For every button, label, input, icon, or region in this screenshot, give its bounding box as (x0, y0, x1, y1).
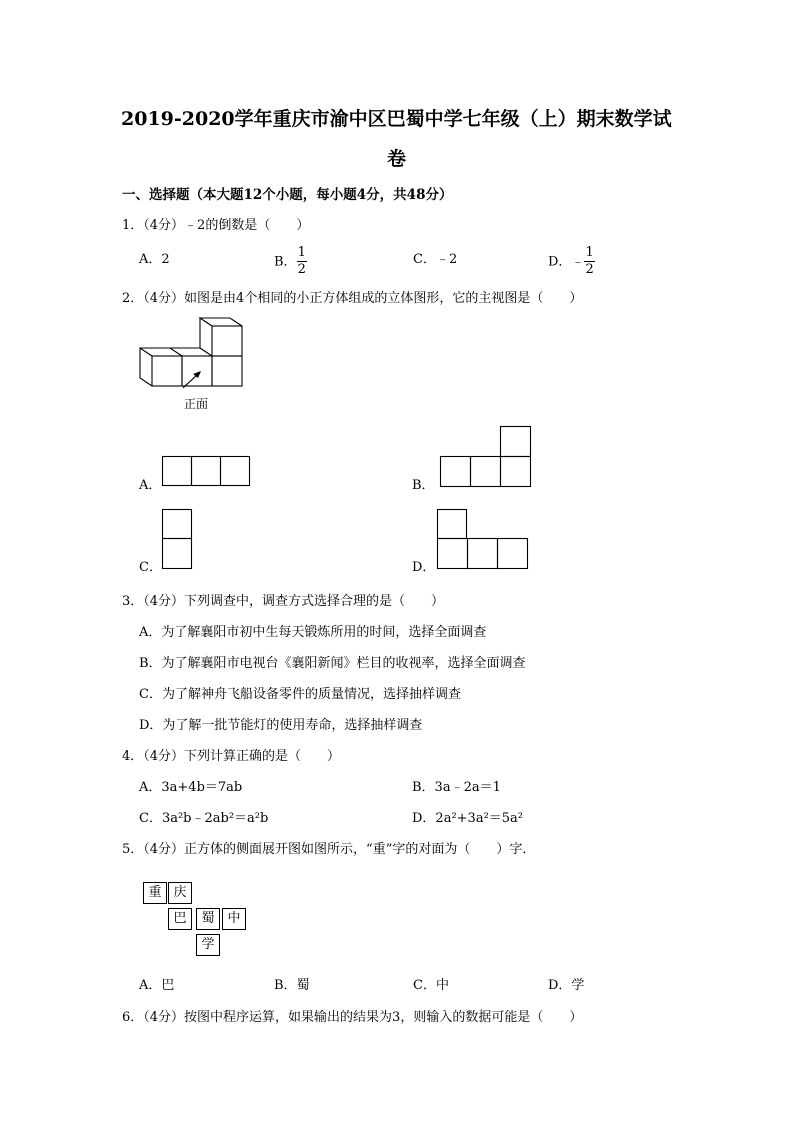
q1-option-b-prefix: B． (274, 254, 297, 270)
net-cell: 蜀 (196, 908, 220, 930)
q3-option-a: A．为了解襄阳市初中生每天锻炼所用的时间，选择全面调查 (139, 625, 487, 640)
q4-stem: 4．（4分）下列计算正确的是（ ） (122, 749, 341, 764)
paper-title-line2: 卷 (387, 148, 407, 170)
q1-d-denominator: 2 (585, 262, 594, 278)
cube-front-4 (212, 326, 242, 356)
q1-stem: 1．（4分）﹣2的倒数是（ ） (122, 218, 310, 233)
q5-option-d: D．学 (548, 978, 585, 993)
q2-option-c-label: C． (139, 560, 162, 575)
q1-option-b (274, 246, 307, 278)
q3-option-b: B．为了解襄阳市电视台《襄阳新闻》栏目的收视率，选择全面调查 (139, 656, 526, 671)
q1-option-b-fraction (297, 246, 307, 278)
q1-b-numerator: 1 (297, 246, 307, 262)
cube-front-3 (212, 356, 242, 386)
section-header: 一、选择题（本大题12个小题，每小题4分，共48分） (122, 187, 453, 203)
net-cell: 中 (222, 908, 246, 930)
q3-option-c: C．为了解神舟飞船设备零件的质量情况，选择抽样调查 (139, 687, 461, 702)
q2-option-b-label: B． (412, 478, 435, 493)
paper-title-line1: 2019-2020学年重庆市渝中区巴蜀中学七年级（上）期末数学试 (121, 108, 672, 130)
q5-stem: 5．（4分）正方体的侧面展开图如图所示，“重”字的对面为（ ）字． (122, 842, 536, 857)
q2-solid-figure (136, 318, 246, 390)
q3-option-d: D．为了解一批节能灯的使用寿命，选择抽样调查 (139, 718, 423, 733)
q1-option-a: A．2 (139, 252, 170, 267)
net-cell: 重 (143, 882, 167, 904)
q5-option-a: A．巴 (139, 978, 175, 993)
q2-front-label: 正面 (184, 397, 209, 411)
q3-stem: 3．（4分）下列调查中，调查方式选择合理的是（ ） (122, 594, 445, 609)
q1-option-c: C．﹣2 (413, 252, 458, 267)
q5-option-c: C．中 (413, 978, 449, 993)
q2-option-c-figure (162, 509, 193, 570)
net-cell: 庆 (168, 882, 192, 904)
q1-option-d (548, 246, 595, 278)
q2-option-d-label: D． (412, 560, 436, 575)
q2-option-d-figure (437, 509, 529, 570)
q5-option-b: B．蜀 (274, 978, 310, 993)
q4-option-d: D．2a²+3a²＝5a² (412, 811, 524, 826)
cube-front-1 (152, 356, 182, 386)
q6-stem: 6．（4分）按图中程序运算，如果输出的结果为3，则输入的数据可能是（ ） (122, 1010, 583, 1025)
q2-option-a-figure (162, 456, 252, 487)
q2-stem: 2．（4分）如图是由4个相同的小正方体组成的立体图形，它的主视图是（ ） (122, 291, 583, 306)
cube-front-2 (182, 356, 212, 386)
q1-d-numerator: 1 (584, 246, 594, 262)
q1-option-d-prefix: D．﹣ (548, 254, 585, 270)
q4-option-c: C．3a²b﹣2ab²＝a²b (139, 811, 269, 826)
q4-option-a: A．3a+4b＝7ab (139, 780, 243, 795)
q2-option-b-figure (440, 426, 532, 487)
q1-b-denominator: 2 (297, 262, 306, 278)
q4-option-b: B．3a﹣2a＝1 (412, 780, 501, 795)
q5-cube-net (143, 882, 247, 958)
q2-option-a-label: A． (139, 478, 162, 493)
q1-option-d-fraction (584, 246, 594, 278)
net-cell: 巴 (168, 908, 192, 930)
net-cell: 学 (196, 934, 220, 956)
